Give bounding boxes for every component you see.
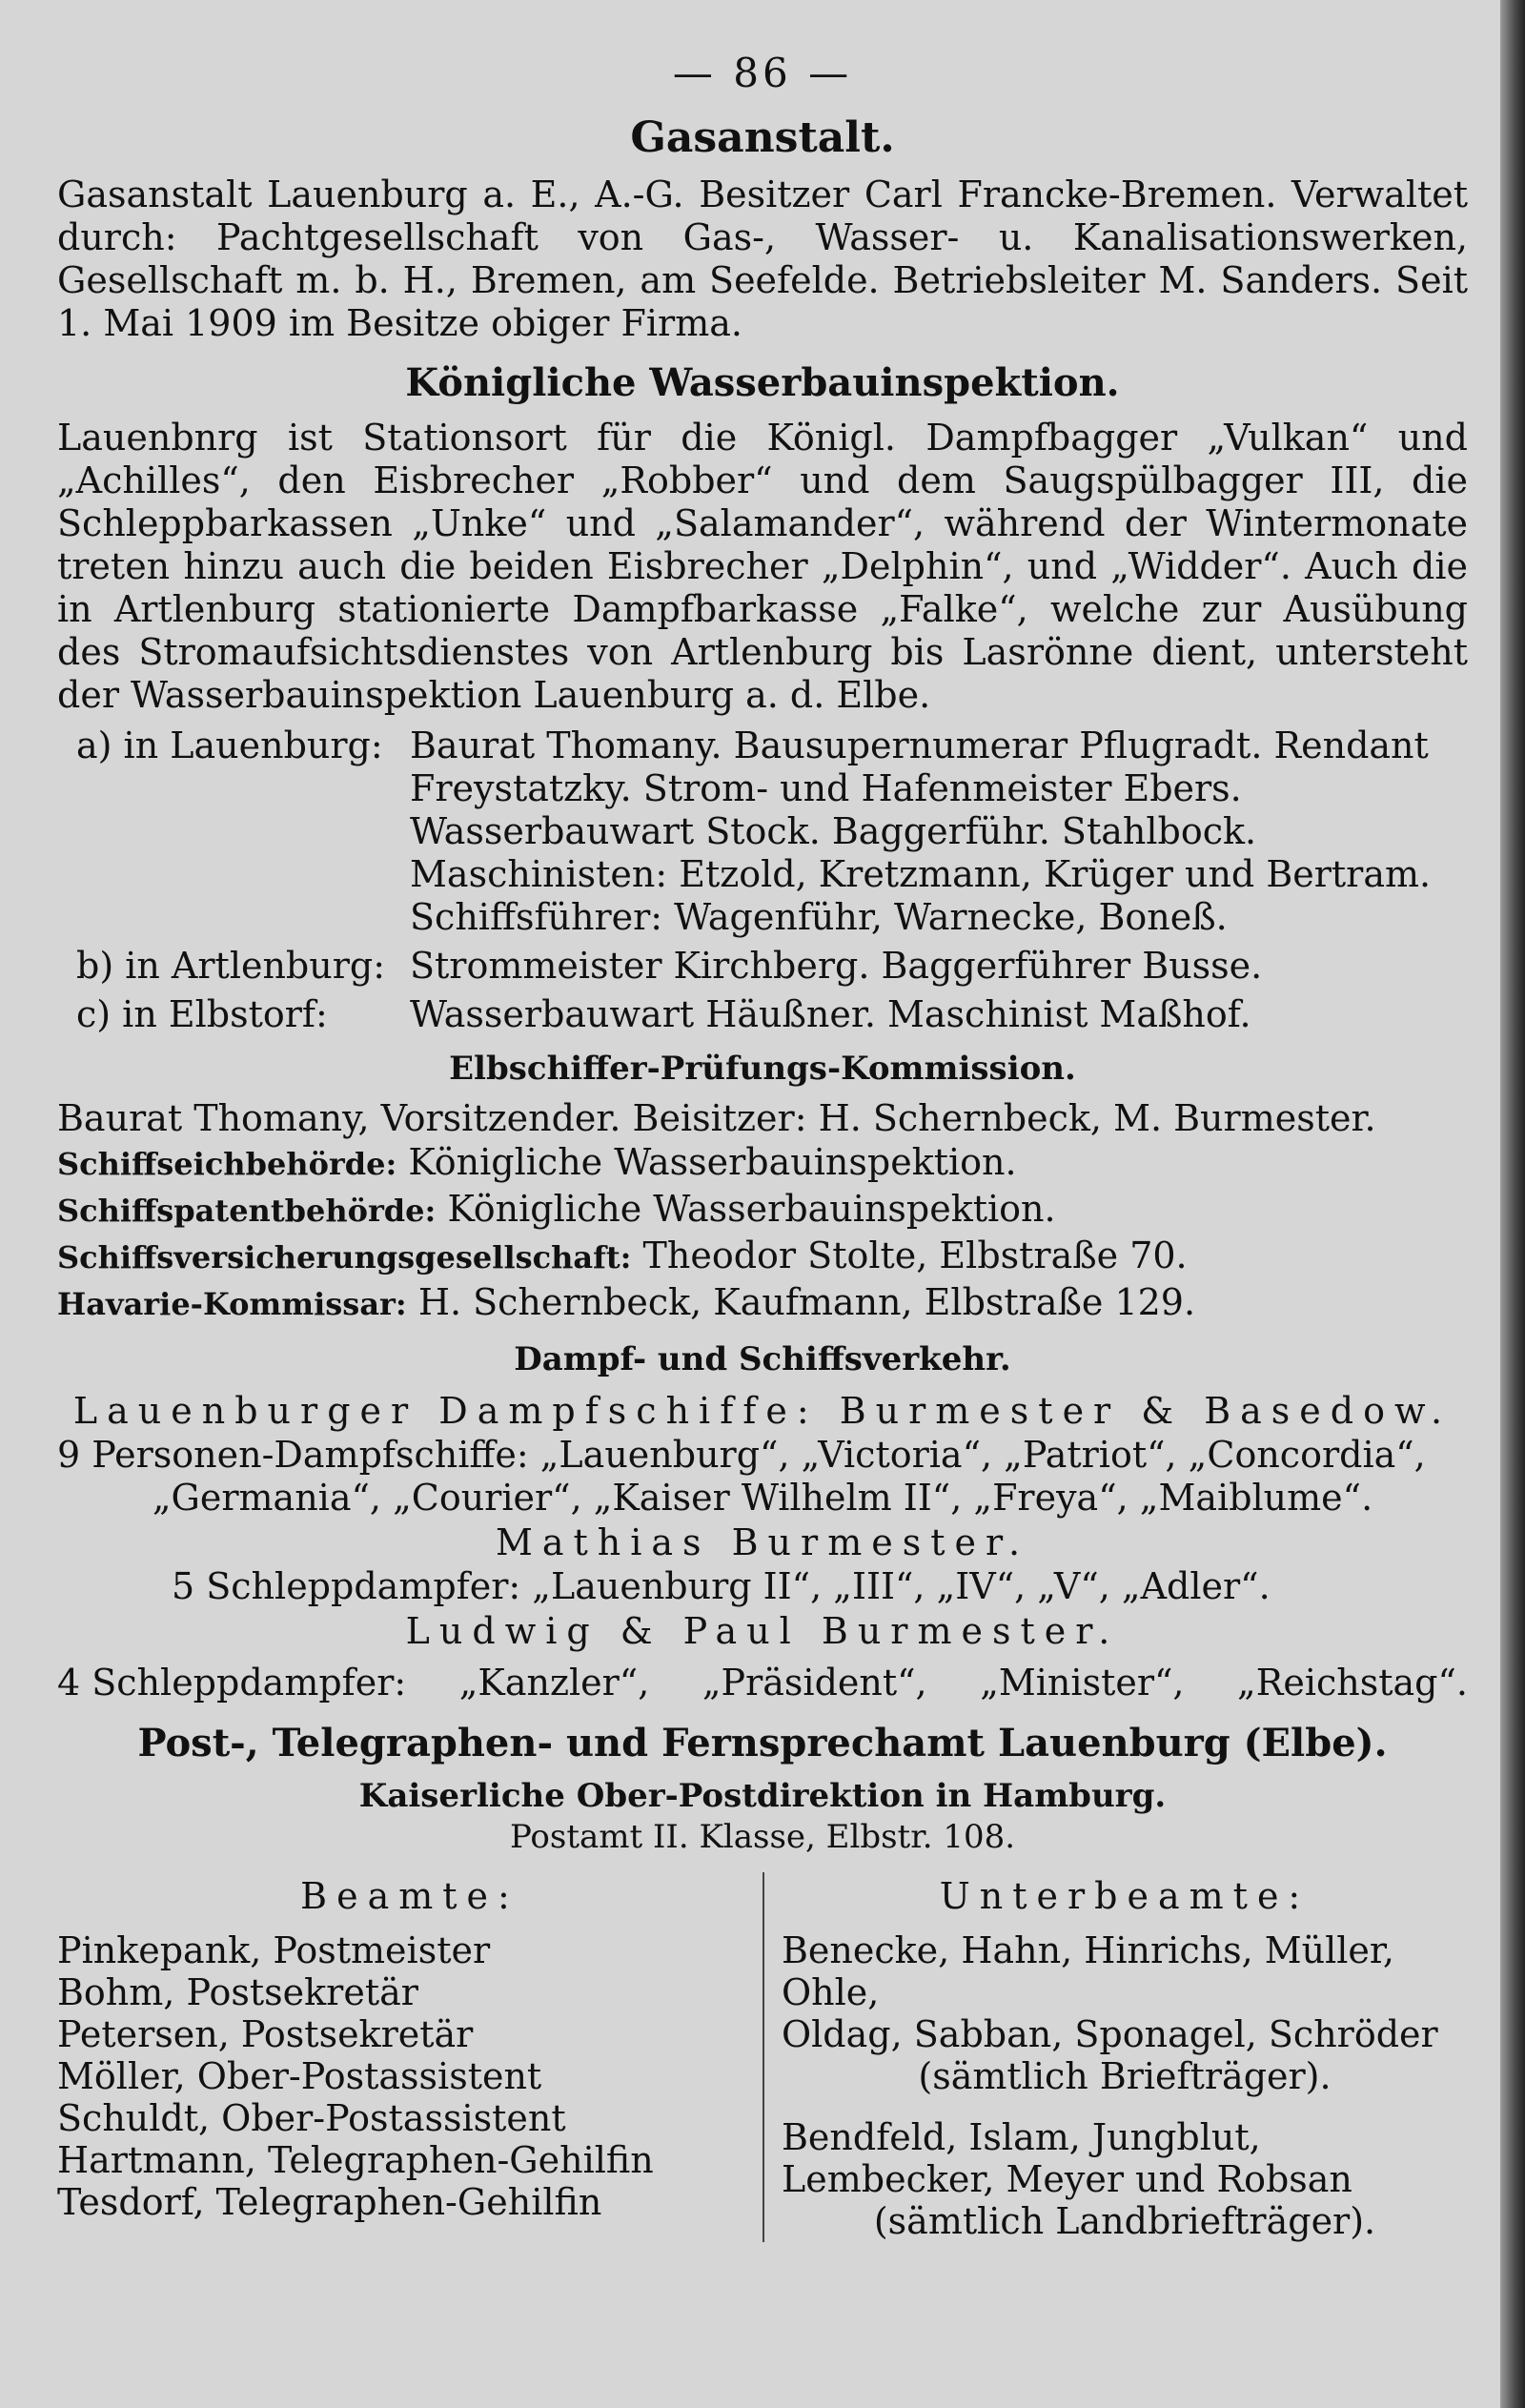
gas-text: Gasanstalt Lauenburg a. E., A.-G. Besitzer Carl Francke-Bremen. Verwaltet durch: Pachtgesellschaft von Gas-, Wasser- u. Kanalisationswerken, Gesellschaft m. b. H., Bremen, am Seefelde. Betriebsleiter M. Sanders. Seit 1. Mai 1909 im Besitze obiger Firma. <box>57 173 1468 344</box>
beamte-heading: Beamte: <box>300 1875 519 1917</box>
list-label: c) in Elbstorf: <box>76 993 328 1035</box>
wasser-text: Lauenbnrg ist Stationsort für die Königl. Dampfbagger „Vulkan“ und „Achilles“, den Eisbrecher „Robber“ und dem Saugspülbagger III, die Schleppbarkassen „Unke“ und „Salamander“, während der Wintermonate treten hinzu auch die beiden Eisbrecher „Delphin“, und „Widder“. Auch die in Artlenburg stationierte Dampfbarkasse „Falke“, welche zur Ausübung des Stromaufsichtsdienstes von Artlenburg bis Lasrönne dient, untersteht der Wasserbauinspektion Lauenburg a. d. Elbe. <box>57 417 1468 716</box>
staff-entry: Tesdorf, Telegraphen-Gehilfin <box>57 2181 602 2223</box>
staff-entry: Bendfeld, Islam, Jungblut, <box>782 2116 1261 2158</box>
pruef-item <box>57 1234 1468 1280</box>
list-label: b) in Artlenburg: <box>76 945 386 987</box>
beamte-column <box>57 1872 762 2242</box>
list-item <box>57 993 1468 1036</box>
pruef-title: Elbschiffer-Prüfungs-Kommission. <box>449 1050 1076 1088</box>
staff-entry: Schuldt, Ober-Postassistent <box>57 2097 566 2139</box>
gas-title: Gasanstalt. <box>630 113 895 162</box>
list-label: a) in Lauenburg: <box>76 724 383 766</box>
post-office: Postamt II. Klasse, Elbstr. 108. <box>509 1818 1016 1856</box>
ship-line <box>57 1660 1468 1705</box>
list-text: Baurat Thomany. Bausupernumerar Pflugradt. Rendant Freystatzky. Strom- und Hafenmeister Ebers. Wasserbauwart Stock. Baggerführ. Stahlbock. Maschinisten: Etzold, Kretzmann, Krüger und Bertram. Schiffsführer: Wagenführ, Warnecke, Boneß. <box>410 724 1432 938</box>
company-heading: Ludwig & Paul Burmester. <box>405 1610 1120 1652</box>
ship-line: „Germania“, „Courier“, „Kaiser Wilhelm II“, „Freya“, „Maiblume“. <box>152 1477 1373 1519</box>
staff-entry: Hartmann, Telegraphen-Gehilfin <box>57 2139 654 2181</box>
ship-line: 9 Personen-Dampfschiffe: „Lauenburg“, „Victoria“, „Patriot“, „Concordia“, <box>57 1434 1426 1476</box>
pruef-item <box>57 1280 1468 1327</box>
pruef-key: Schiffspatentbehörde: <box>57 1193 437 1229</box>
staff-entry: Petersen, Postsekretär <box>57 2013 474 2055</box>
list-item <box>57 945 1468 988</box>
ship-item: 4 Schleppdampfer: <box>57 1662 407 1704</box>
pruef-key: Havarie-Kommissar: <box>57 1286 407 1322</box>
spacer <box>782 2097 1468 2116</box>
post-title: Post-, Telegraphen- und Fernsprechamt Lauenburg (Elbe). <box>137 1721 1388 1765</box>
company-heading: Mathias Burmester. <box>495 1521 1030 1563</box>
post-subtitle: Kaiserliche Ober-Postdirektion in Hamburg. <box>358 1777 1167 1815</box>
post-section <box>57 1721 1468 2242</box>
list-text: Strommeister Kirchberg. Baggerführer Busse. <box>410 945 1263 987</box>
staff-entry: Bohm, Postsekretär <box>57 1971 418 2013</box>
unterbeamte-column <box>762 1872 1468 2242</box>
wasser-section <box>57 360 1468 1036</box>
dampf-section <box>57 1340 1468 1705</box>
staff-entry: Lembecker, Meyer und Robsan <box>782 2158 1352 2200</box>
staff-entry: Oldag, Sabban, Sponagel, Schröder <box>782 2013 1438 2055</box>
pruef-value: Theodor Stolte, Elbstraße 70. <box>642 1235 1188 1276</box>
pruef-value: Königliche Wasserbauinspektion. <box>408 1141 1017 1183</box>
staff-entry: (sämtlich Landbriefträger). <box>873 2200 1376 2242</box>
pruef-line: Baurat Thomany, Vorsitzender. Beisitzer: H. Schernbeck, M. Burmester. <box>57 1097 1376 1139</box>
gas-section <box>57 113 1468 345</box>
unterbeamte-heading: Unterbeamte: <box>939 1875 1311 1917</box>
staff-columns <box>57 1872 1468 2242</box>
staff-entry: (sämtlich Briefträger). <box>918 2055 1332 2097</box>
ship-item: „Kanzler“, <box>458 1662 650 1704</box>
pruef-value: Königliche Wasserbauinspektion. <box>447 1188 1056 1230</box>
staff-entry: Benecke, Hahn, Hinrichs, Müller, Ohle, <box>782 1929 1394 2013</box>
pruef-key: Schiffseichbehörde: <box>57 1146 397 1182</box>
ship-item: „Reichstag“. <box>1237 1662 1468 1704</box>
pruef-key: Schiffsversicherungsgesellschaft: <box>57 1239 632 1275</box>
staff-entry: Pinkepank, Postmeister <box>57 1929 491 1971</box>
staff-entry: Möller, Ober-Postassistent <box>57 2055 542 2097</box>
pruef-item <box>57 1187 1468 1234</box>
pruef-value: H. Schernbeck, Kaufmann, Elbstraße 129. <box>417 1281 1196 1323</box>
page-number: — 86 — <box>672 50 853 96</box>
ship-item: „Minister“, <box>980 1662 1185 1704</box>
list-item <box>57 724 1468 939</box>
dampf-title: Dampf- und Schiffsverkehr. <box>514 1340 1011 1378</box>
page-edge <box>1500 0 1525 2408</box>
ship-item: „Präsident“, <box>702 1662 927 1704</box>
company-heading: Lauenburger Dampfschiffe: Burmester & Basedow. <box>72 1390 1453 1432</box>
list-text: Wasserbauwart Häußner. Maschinist Maßhof. <box>410 993 1251 1035</box>
ship-line: 5 Schleppdampfer: „Lauenburg II“, „III“, „IV“, „V“, „Adler“. <box>172 1565 1271 1607</box>
pruef-section <box>57 1050 1468 1327</box>
wasser-title: Königliche Wasserbauinspektion. <box>405 360 1120 405</box>
pruef-item <box>57 1140 1468 1187</box>
wasser-list <box>57 724 1468 1036</box>
